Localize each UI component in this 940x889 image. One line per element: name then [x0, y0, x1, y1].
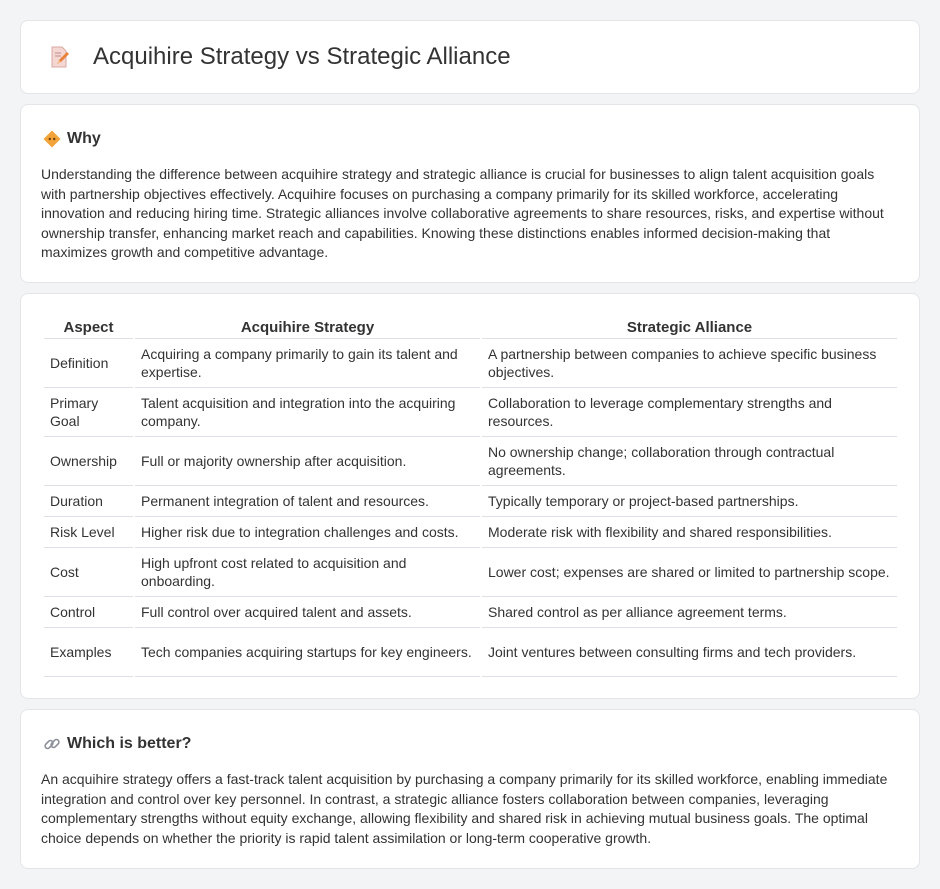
title-card: [20, 20, 920, 94]
table-row: [44, 628, 897, 677]
table-row: [44, 548, 897, 597]
header-acquihire: Acquihire Strategy: [135, 316, 480, 339]
row-aspect: Primary Goal: [44, 388, 133, 437]
row-alliance: Moderate risk with flexibility and shared responsibilities.: [482, 517, 897, 548]
row-acquihire: Higher risk due to integration challenges and costs.: [135, 517, 480, 548]
comparison-table: [42, 316, 899, 677]
table-header-row: [44, 316, 897, 339]
page-title: Acquihire Strategy vs Strategic Alliance: [93, 43, 511, 70]
row-aspect: Control: [44, 597, 133, 628]
row-alliance: Lower cost; expenses are shared or limited to partnership scope.: [482, 548, 897, 597]
link-icon: [43, 735, 61, 753]
row-acquihire: Acquiring a company primarily to gain its talent and expertise.: [135, 339, 480, 388]
row-alliance: A partnership between companies to achieve specific business objectives.: [482, 339, 897, 388]
row-aspect: Duration: [44, 486, 133, 517]
row-acquihire: Talent acquisition and integration into the acquiring company.: [135, 388, 480, 437]
better-text: An acquihire strategy offers a fast-track talent acquisition by purchasing a company primarily for its skilled workforce, enabling immediate integration and control over key personnel. In contrast, a strategic alliance fosters collaboration between companies, leveraging complementary strengths without equity exchange, allowing flexibility and shared risk in achieving mutual business goals. The optimal choice depends on whether the priority is rapid talent assimilation or long-term cooperative growth.: [41, 771, 888, 846]
header-aspect: Aspect: [44, 316, 133, 339]
table-row: [44, 388, 897, 437]
row-aspect: Definition: [44, 339, 133, 388]
row-aspect: Risk Level: [44, 517, 133, 548]
table-row: [44, 437, 897, 486]
better-title: Which is better?: [67, 735, 192, 752]
header-alliance: Strategic Alliance: [482, 316, 897, 339]
row-aspect: Cost: [44, 548, 133, 597]
row-acquihire: High upfront cost related to acquisition and onboarding.: [135, 548, 480, 597]
pencil-document-icon: [47, 45, 71, 69]
row-alliance: Collaboration to leverage complementary strengths and resources.: [482, 388, 897, 437]
table-row: [44, 486, 897, 517]
table-row: [44, 597, 897, 628]
row-alliance: Shared control as per alliance agreement terms.: [482, 597, 897, 628]
row-aspect: Examples: [44, 628, 133, 677]
table-row: [44, 517, 897, 548]
table-row: [44, 339, 897, 388]
why-text: Understanding the difference between acquihire strategy and strategic alliance is crucial for businesses to align talent acquisition goals with partnership objectives effectively. Acquihire focuses on purchasing a company primarily for its skilled workforce, accelerating innovation and reducing hiring time. Strategic alliances involve collaborative agreements to share resources, risks, and expertise without ownership transfer, enhancing market reach and capabilities. Knowing these distinctions enables informed decision-making that maximizes growth and competitive advantage.: [41, 166, 884, 260]
row-aspect: Ownership: [44, 437, 133, 486]
row-alliance: No ownership change; collaboration through contractual agreements.: [482, 437, 897, 486]
which-is-better-section: [20, 709, 920, 869]
why-section: [20, 104, 920, 283]
row-acquihire: Tech companies acquiring startups for key engineers.: [135, 628, 480, 677]
row-acquihire: Full control over acquired talent and assets.: [135, 597, 480, 628]
why-title: Why: [67, 130, 101, 147]
row-alliance: Typically temporary or project-based partnerships.: [482, 486, 897, 517]
diamond-warning-icon: [43, 130, 61, 148]
row-acquihire: Full or majority ownership after acquisition.: [135, 437, 480, 486]
row-acquihire: Permanent integration of talent and resources.: [135, 486, 480, 517]
row-alliance: Joint ventures between consulting firms and tech providers.: [482, 628, 897, 677]
comparison-card: [20, 293, 920, 699]
